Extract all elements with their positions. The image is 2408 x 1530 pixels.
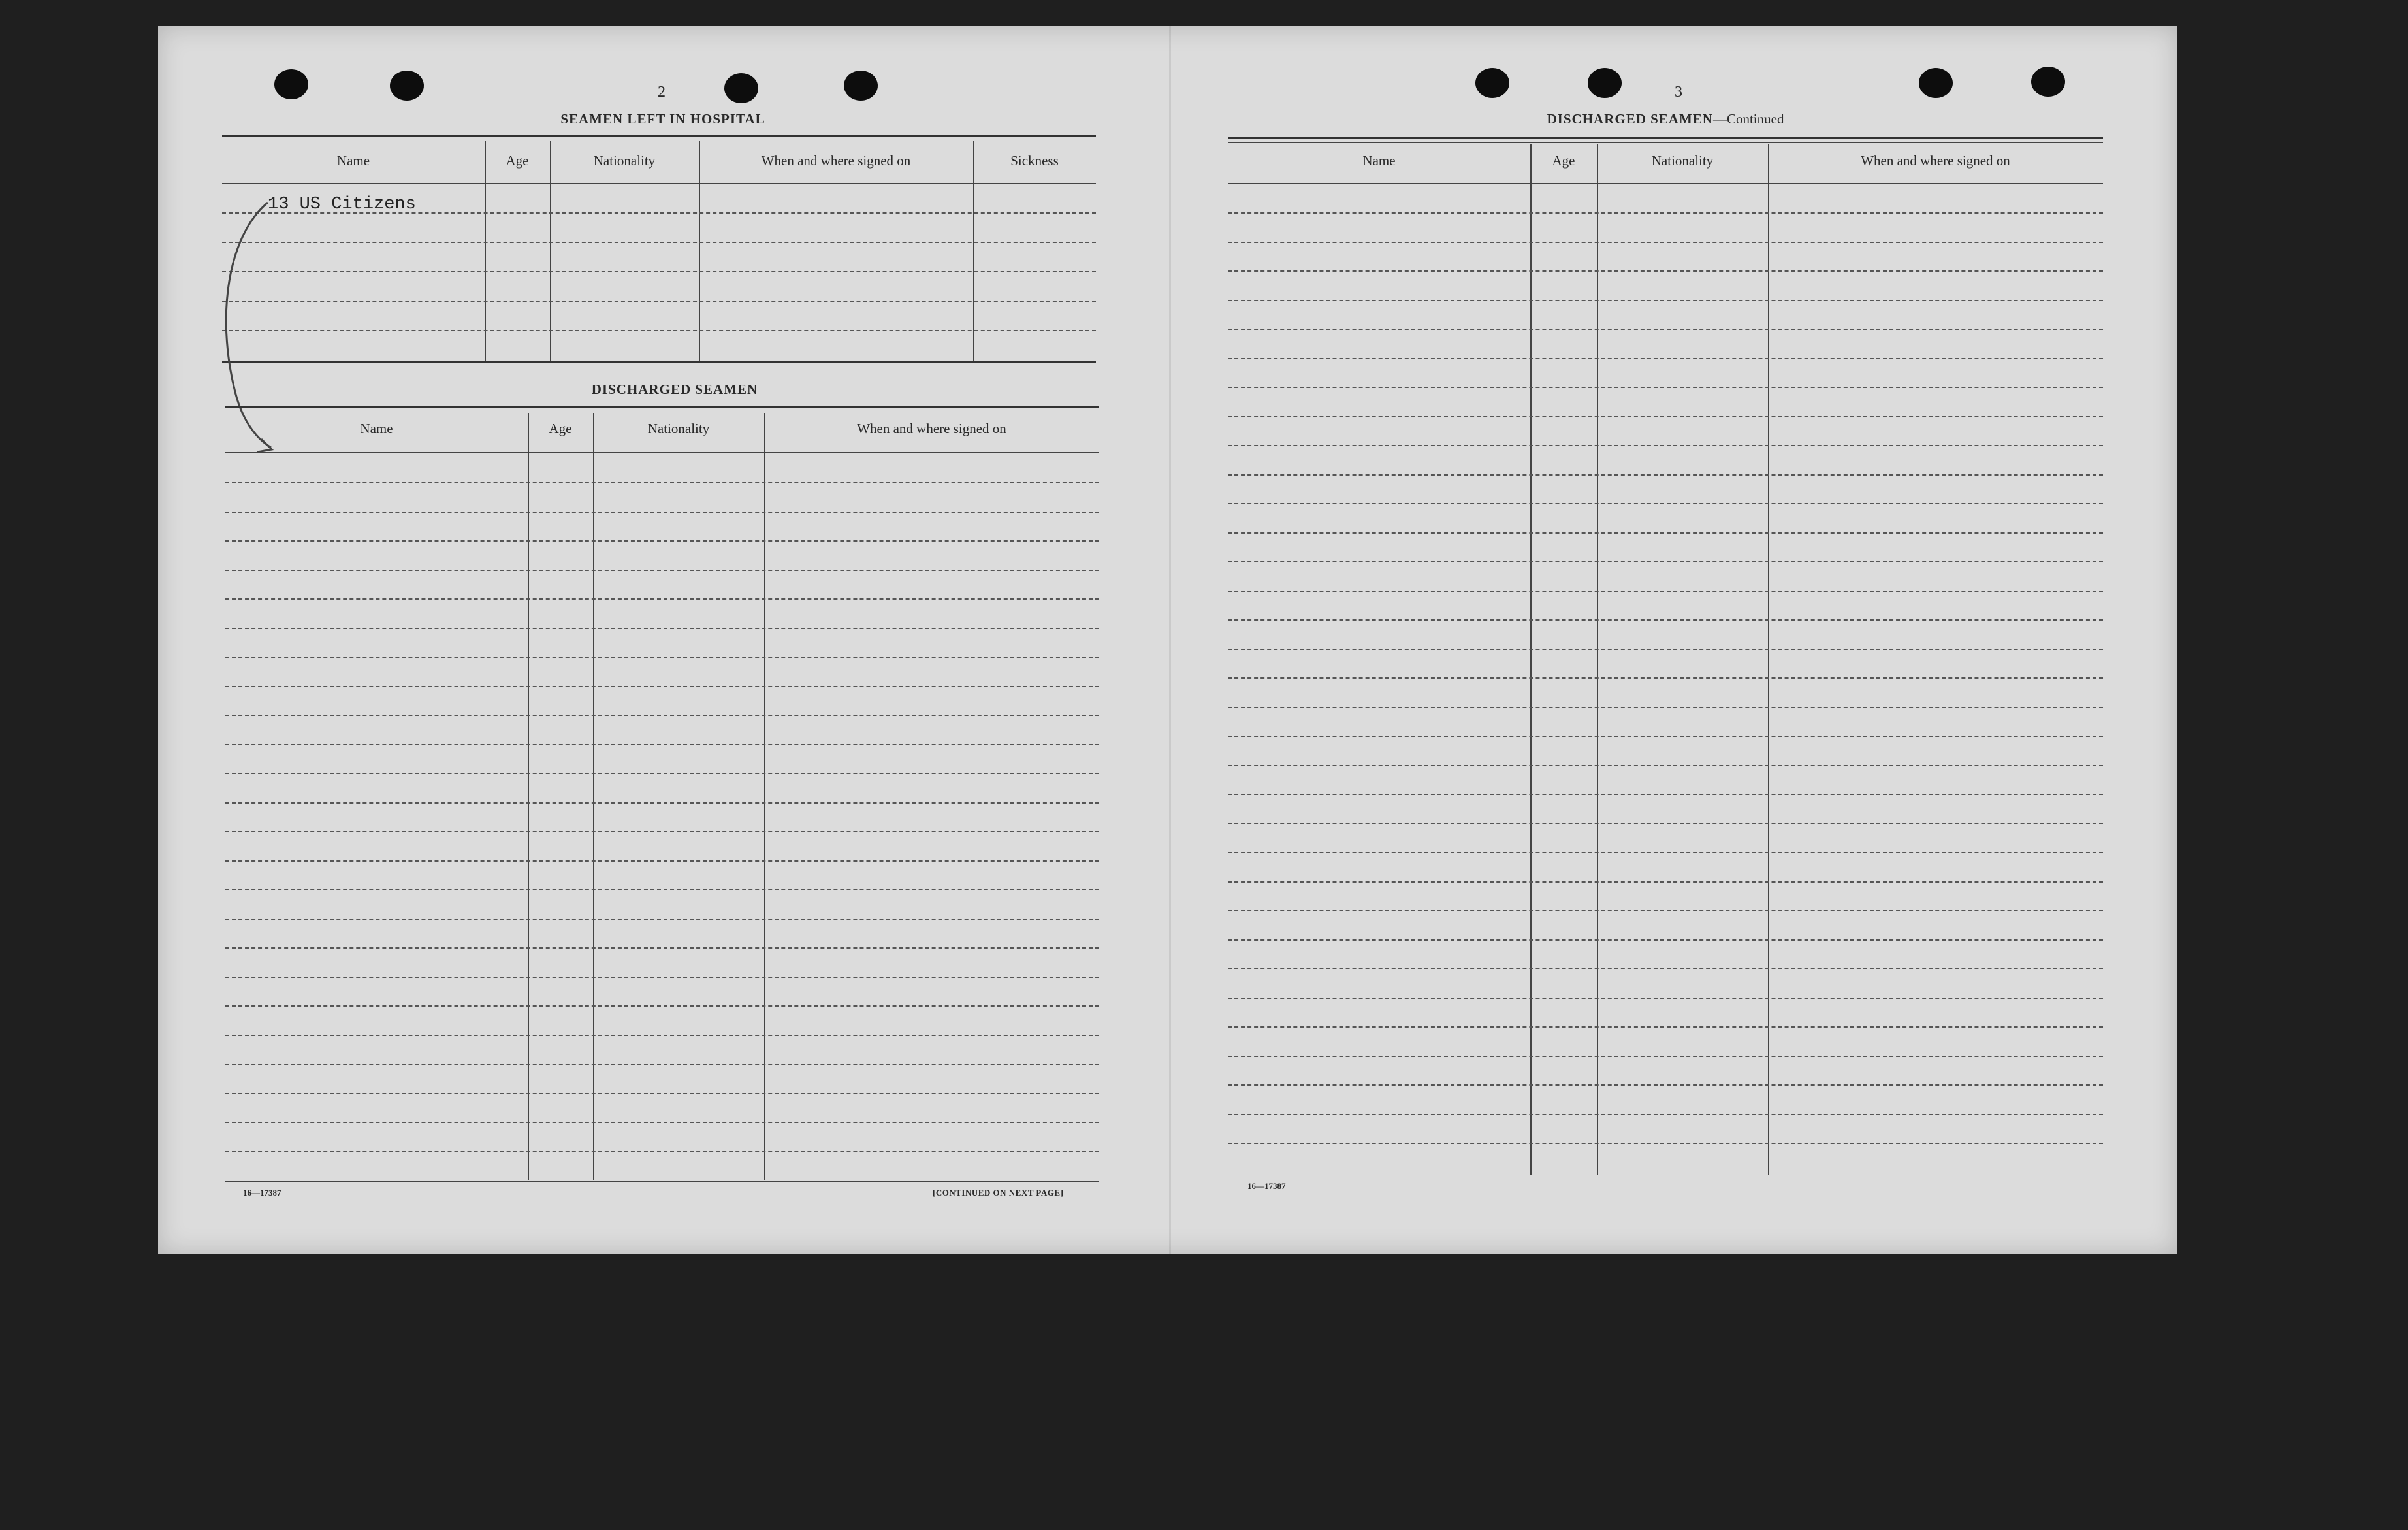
table-row <box>225 1093 1099 1094</box>
table-row <box>1228 532 2103 534</box>
col-header-signed-on: When and where signed on <box>761 153 911 169</box>
table-row <box>225 802 1099 804</box>
discharged-header-rule <box>225 452 1099 453</box>
punch-hole <box>2031 67 2065 97</box>
table-row <box>1228 736 2103 737</box>
punch-hole <box>1919 68 1953 98</box>
table-row <box>225 1122 1099 1123</box>
table-row <box>1228 212 2103 214</box>
table-row <box>225 1035 1099 1036</box>
punch-hole <box>724 73 758 103</box>
column-divider <box>764 413 765 1180</box>
punch-hole <box>274 69 308 99</box>
punch-hole <box>1475 68 1509 98</box>
table-row <box>1228 939 2103 941</box>
column-divider <box>1768 144 1769 1175</box>
table-row <box>225 715 1099 716</box>
table-row <box>225 831 1099 832</box>
table-row <box>1228 707 2103 708</box>
table-row <box>1228 329 2103 330</box>
table-row <box>1228 416 2103 417</box>
col-header-name: Name <box>336 153 370 169</box>
table-row <box>1228 677 2103 679</box>
table-row <box>225 919 1099 920</box>
table-row <box>225 540 1099 542</box>
punch-hole <box>390 71 424 101</box>
table-row <box>1228 881 2103 883</box>
hospital-top-rule <box>222 135 1096 137</box>
table-row <box>1228 561 2103 562</box>
table-row <box>225 744 1099 745</box>
table-row <box>222 301 1096 302</box>
form-code: 16—17387 <box>243 1188 281 1197</box>
column-divider <box>593 413 594 1180</box>
discharged-top-rule <box>225 406 1099 408</box>
col-header-nationality: Nationality <box>593 153 656 169</box>
col-header-nationality: Nationality <box>1651 153 1714 169</box>
column-divider <box>1530 144 1532 1175</box>
table-row <box>1228 852 2103 853</box>
table-row <box>225 512 1099 513</box>
right-top-rule <box>1228 137 2103 139</box>
table-row <box>225 628 1099 629</box>
page-number: 3 <box>1675 84 1682 101</box>
page-number: 2 <box>658 84 666 101</box>
table-row <box>225 773 1099 774</box>
table-row <box>1228 968 2103 969</box>
table-row <box>1228 387 2103 388</box>
page-fold <box>1169 26 1171 1254</box>
table-row <box>1228 445 2103 446</box>
column-divider <box>528 413 529 1180</box>
col-header-name: Name <box>360 421 393 436</box>
right-header-rule <box>1228 183 2103 184</box>
discharged-continued-title-main: DISCHARGED SEAMEN <box>1547 111 1713 127</box>
table-row <box>1228 1143 2103 1144</box>
table-row <box>1228 1056 2103 1057</box>
table-row <box>1228 1084 2103 1086</box>
table-row <box>1228 619 2103 621</box>
table-row <box>1228 242 2103 243</box>
table-row <box>225 657 1099 658</box>
table-row <box>225 482 1099 483</box>
table-row <box>222 330 1096 331</box>
hospital-bottom-rule <box>222 361 1096 363</box>
table-row <box>225 1064 1099 1065</box>
column-divider <box>973 141 974 361</box>
table-row <box>1228 1026 2103 1028</box>
table-row <box>225 570 1099 571</box>
table-row <box>225 889 1099 890</box>
table-row <box>225 860 1099 862</box>
table-row <box>1228 823 2103 824</box>
table-row <box>225 598 1099 600</box>
table-row <box>1228 765 2103 766</box>
table-row <box>1228 1114 2103 1115</box>
table-row <box>225 947 1099 949</box>
continued-note: [CONTINUED ON NEXT PAGE] <box>933 1188 1064 1197</box>
table-row <box>225 1151 1099 1152</box>
discharged-continued-title <box>1502 111 1829 127</box>
handwritten-arrow-icon <box>216 196 294 457</box>
col-header-sickness: Sickness <box>1010 153 1059 169</box>
table-row <box>1228 649 2103 650</box>
col-header-nationality: Nationality <box>647 421 710 436</box>
right-top-rule-2 <box>1228 142 2103 143</box>
column-divider <box>1597 144 1598 1175</box>
table-row <box>225 686 1099 687</box>
table-row <box>1228 300 2103 301</box>
punch-hole <box>844 71 878 101</box>
col-header-age: Age <box>1552 153 1575 169</box>
typed-entry: 13 US Citizens <box>268 195 416 214</box>
table-row <box>1228 474 2103 476</box>
column-divider <box>550 141 551 361</box>
discharged-continued-suffix: —Continued <box>1712 111 1784 127</box>
table-row <box>1228 591 2103 592</box>
column-divider <box>699 141 700 361</box>
hospital-section-title: SEAMEN LEFT IN HOSPITAL <box>560 111 765 127</box>
punch-hole <box>1588 68 1622 98</box>
hospital-header-rule <box>222 183 1096 184</box>
col-header-name: Name <box>1362 153 1396 169</box>
table-row <box>1228 358 2103 359</box>
table-row <box>1228 503 2103 504</box>
discharged-section-title: DISCHARGED SEAMEN <box>591 382 758 397</box>
table-row <box>1228 270 2103 272</box>
table-row <box>225 1005 1099 1007</box>
table-row <box>1228 910 2103 911</box>
col-header-signed-on: When and where signed on <box>857 421 1006 436</box>
col-header-signed-on: When and where signed on <box>1861 153 2010 169</box>
table-row <box>1228 998 2103 999</box>
table-row <box>222 242 1096 243</box>
table-row <box>222 271 1096 272</box>
discharged-bottom-rule <box>225 1181 1099 1182</box>
column-divider <box>485 141 486 361</box>
form-code: 16—17387 <box>1247 1181 1286 1191</box>
col-header-age: Age <box>506 153 529 169</box>
table-row <box>1228 794 2103 795</box>
col-header-age: Age <box>549 421 572 436</box>
table-row <box>225 977 1099 978</box>
document-sheet <box>158 26 2177 1254</box>
